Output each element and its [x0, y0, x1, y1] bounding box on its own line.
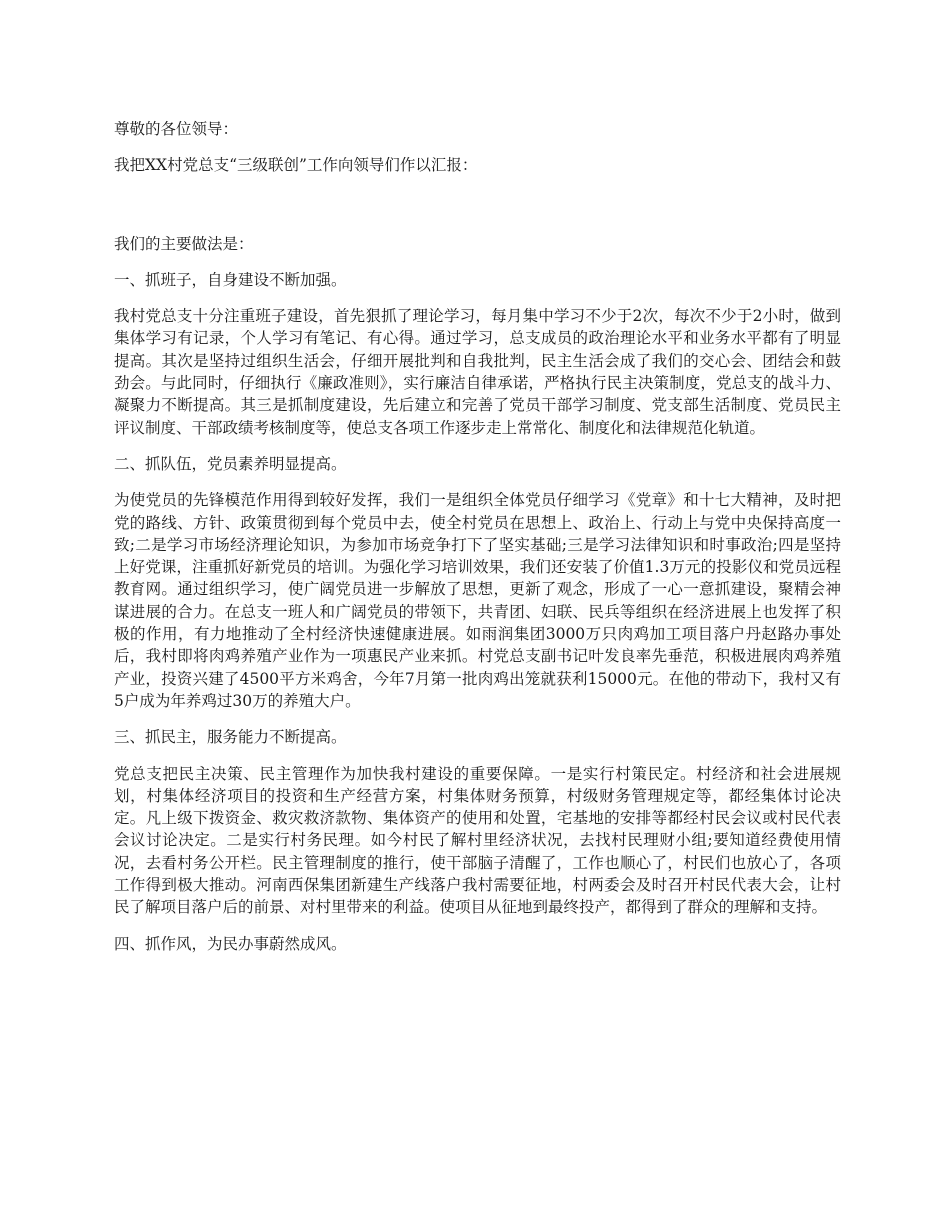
- section-3-heading: 三、抓民主，服务能力不断提高。: [114, 728, 347, 747]
- section-1-body: 我村党总支十分注重班子建设，首先狠抓了理论学习，每月集中学习不少于2次，每次不少于2小时，做到集体学习有记录，个人学习有笔记、有心得。通过学习，总支成员的政治理论水平和业务水平都有了明显提高。其次是坚持过组织生活会，仔细开展批判和自我批判，民主生活会成了我们的交心会、团结会和鼓劲会。与此同时，仔细执行《廉政准则》，实行廉洁自律承诺，严格执行民主决策制度，党总支的战斗力、凝聚力不断提高。其三是抓制度建设，先后建立和完善了党员干部学习制度、党支部生活制度、党员民主评议制度、干部政绩考核制度等，使总支各项工作逐步走上常常化、制度化和法律规范化轨道。: [114, 307, 841, 437]
- section-4-heading: 四、抓作风，为民办事蔚然成风。: [114, 934, 347, 953]
- blank-line: [114, 191, 841, 233]
- section-2-heading: 二、抓队伍，党员素养明显提高。: [114, 454, 347, 473]
- section-1-heading: 一、抓班子，自身建设不断加强。: [114, 270, 347, 289]
- main-methods-heading: 我们的主要做法是：: [114, 234, 254, 253]
- document-page: [114, 118, 841, 969]
- salutation: 尊敬的各位领导：: [114, 120, 239, 138]
- section-2-body: 为使党员的先锋模范作用得到较好发挥，我们一是组织全体党员仔细学习《党章》和十七大精神，及时把党的路线、方针、政策贯彻到每个党员中去，使全村党员在思想上、政治上、行动上与党中央保持高度一致;二是学习市场经济理论知识，为参加市场竞争打下了坚实基础;三是学习法律知识和时事政治;四是坚持上好党课，注重抓好新党员的培训。为强化学习培训效果，我们还安装了价值1.3万元的投影仪和党员远程教育网。通过组织学习，使广阔党员进一步解放了思想，更新了观念，形成了一心一意抓建设，聚精会神谋进展的合力。在总支一班人和广阔党员的带领下，共青团、妇联、民兵等组织在经济进展上也发挥了积极的作用，有力地推动了全村经济快速健康进展。如雨润集团3000万只肉鸡加工项目落户丹赵路办事处后，我村即将肉鸡养殖产业作为一项惠民产业来抓。村党总支副书记叶发良率先垂范，积极进展肉鸡养殖产业，投资兴建了4500平方米鸡舍，今年7月第一批肉鸡出笼就获利15000元。在他的带动下，我村又有5户成为年养鸡过30万的养殖大户。: [114, 491, 841, 710]
- section-3-body: 党总支把民主决策、民主管理作为加快我村建设的重要保障。一是实行村策民定。村经济和社会进展规划，村集体经济项目的投资和生产经营方案，村集体财务预算，村级财务管理规定等，都经集体讨论决定。凡上级下拨资金、救灾救济款物、集体资产的使用和处置，宅基地的安排等都经村民会议或村民代表会议讨论决定。二是实行村务民理。如今村民了解村里经济状况，去找村民理财小组;要知道经费使用情况，去看村务公开栏。民主管理制度的推行，使干部脑子清醒了，工作也顺心了，村民们也放心了，各项工作得到极大推动。河南西保集团新建生产线落户我村需要征地，村两委会及时召开村民代表大会，让村民了解项目落户后的前景、对村里带来的利益。使项目从征地到最终投产，都得到了群众的理解和支持。: [114, 764, 841, 917]
- intro-line: 我把XX村党总支“三级联创”工作向领导们作以汇报：: [114, 156, 478, 175]
